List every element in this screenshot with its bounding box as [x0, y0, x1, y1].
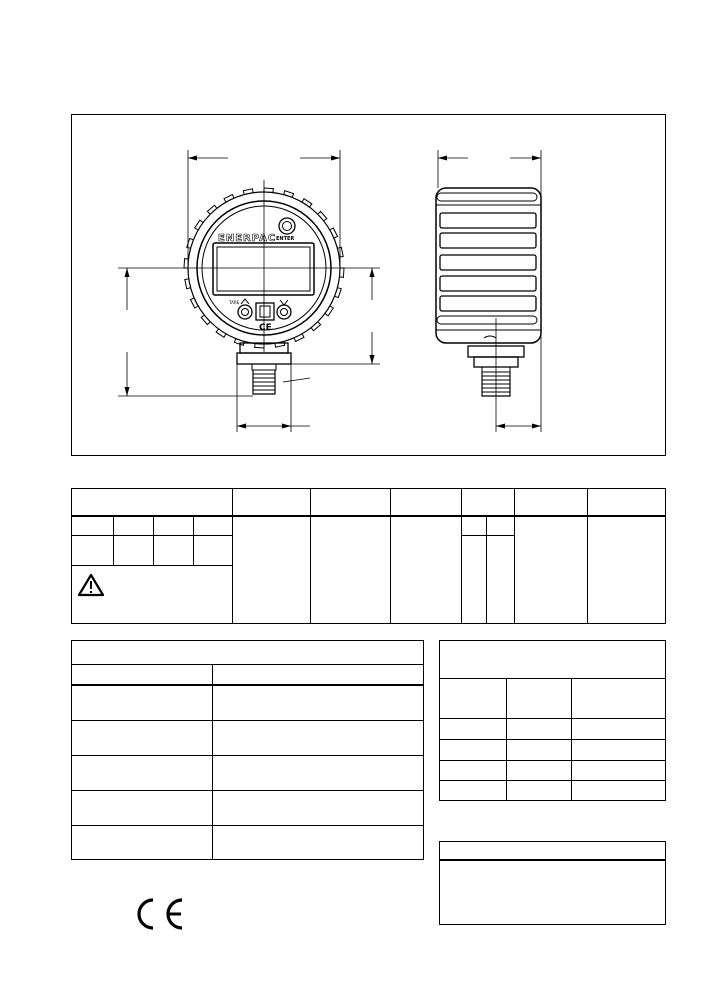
enter-label: ENTER — [276, 236, 295, 242]
ce-mark-icon — [136, 896, 186, 932]
brand-text: ENERPAC — [218, 233, 277, 244]
tare-label: TARE — [229, 300, 240, 305]
ce-mark-small: CE — [259, 323, 272, 333]
